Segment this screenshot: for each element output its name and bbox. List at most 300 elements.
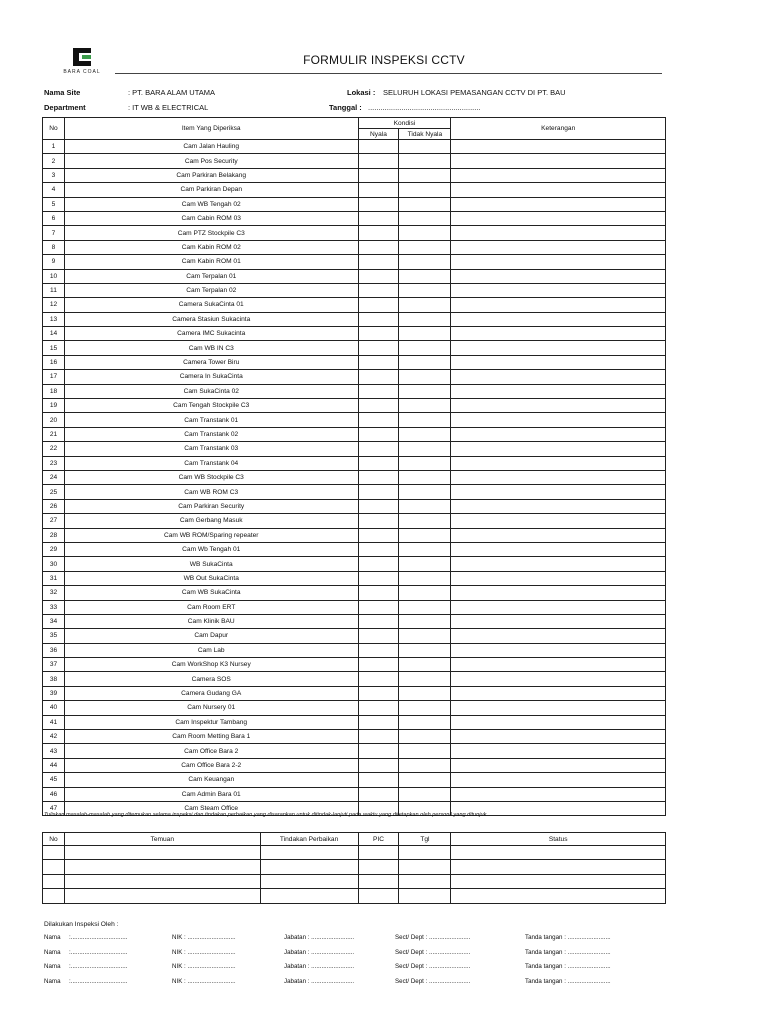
table-row (43, 384, 666, 398)
row-number: 7 (43, 226, 65, 240)
row-number: 4 (43, 183, 65, 197)
row-number: 2 (43, 154, 65, 168)
signature-nik-field[interactable]: NIK : ............................ (172, 963, 236, 970)
row-tidak-nyala-cell[interactable] (399, 542, 451, 556)
row-keterangan-cell[interactable] (451, 183, 666, 197)
row-number: 42 (43, 730, 65, 744)
row-tidak-nyala-cell[interactable] (399, 773, 451, 787)
row-tidak-nyala-cell[interactable] (399, 758, 451, 772)
findings-tindakan-cell[interactable] (260, 889, 358, 903)
col-header-keterangan: Keterangan (451, 118, 666, 140)
row-keterangan-cell[interactable] (451, 672, 666, 686)
row-item: Cam Admin Bara 01 (64, 787, 358, 801)
findings-row (43, 874, 666, 888)
row-item: Cam Cabin ROM 03 (64, 211, 358, 225)
row-keterangan-cell[interactable] (451, 730, 666, 744)
row-tidak-nyala-cell[interactable] (399, 312, 451, 326)
findings-tgl-cell[interactable] (399, 874, 451, 888)
findings-header-status: Status (451, 833, 666, 846)
table-row (43, 514, 666, 528)
row-number: 37 (43, 658, 65, 672)
row-keterangan-cell[interactable] (451, 758, 666, 772)
row-tidak-nyala-cell[interactable] (399, 370, 451, 384)
row-keterangan-cell[interactable] (451, 399, 666, 413)
table-row (43, 399, 666, 413)
table-row (43, 197, 666, 211)
table-row (43, 140, 666, 154)
row-tidak-nyala-cell[interactable] (399, 427, 451, 441)
row-keterangan-cell[interactable] (451, 600, 666, 614)
row-nyala-cell[interactable] (358, 485, 399, 499)
row-keterangan-cell[interactable] (451, 197, 666, 211)
table-row (43, 773, 666, 787)
row-item: Cam WB IN C3 (64, 341, 358, 355)
row-number: 45 (43, 773, 65, 787)
row-keterangan-cell[interactable] (451, 226, 666, 240)
row-keterangan-cell[interactable] (451, 255, 666, 269)
row-nyala-cell[interactable] (358, 773, 399, 787)
row-nyala-cell[interactable] (358, 427, 399, 441)
row-keterangan-cell[interactable] (451, 658, 666, 672)
row-tidak-nyala-cell[interactable] (399, 629, 451, 643)
row-nyala-cell[interactable] (358, 140, 399, 154)
table-row (43, 470, 666, 484)
table-row (43, 226, 666, 240)
row-tidak-nyala-cell[interactable] (399, 528, 451, 542)
row-nyala-cell[interactable] (358, 701, 399, 715)
row-nyala-cell[interactable] (358, 470, 399, 484)
row-nyala-cell[interactable] (358, 168, 399, 182)
findings-row (43, 860, 666, 874)
row-nyala-cell[interactable] (358, 715, 399, 729)
row-number: 27 (43, 514, 65, 528)
row-item: Cam Transtank 04 (64, 456, 358, 470)
row-keterangan-cell[interactable] (451, 571, 666, 585)
site-value: : PT. BARA ALAM UTAMA (128, 88, 215, 97)
table-row (43, 600, 666, 614)
findings-status-cell[interactable] (451, 860, 666, 874)
row-nyala-cell[interactable] (358, 312, 399, 326)
table-row (43, 298, 666, 312)
row-number: 19 (43, 399, 65, 413)
row-tidak-nyala-cell[interactable] (399, 514, 451, 528)
row-tidak-nyala-cell[interactable] (399, 658, 451, 672)
row-number: 24 (43, 470, 65, 484)
signature-nik-field[interactable]: NIK : ............................ (172, 977, 236, 985)
signature-sect-field[interactable]: Sect/ Dept : ........................ (395, 934, 471, 941)
signature-tanda-tangan-field[interactable]: Tanda tangan : ......................... (525, 934, 611, 941)
row-keterangan-cell[interactable] (451, 514, 666, 528)
row-keterangan-cell[interactable] (451, 629, 666, 643)
row-tidak-nyala-cell[interactable] (399, 413, 451, 427)
row-nyala-cell[interactable] (358, 341, 399, 355)
row-number: 32 (43, 586, 65, 600)
row-keterangan-cell[interactable] (451, 586, 666, 600)
signature-sect-field[interactable]: Sect/ Dept : ........................ (395, 977, 471, 985)
row-nyala-cell[interactable] (358, 327, 399, 341)
row-item: Cam Kabin ROM 01 (64, 255, 358, 269)
row-nyala-cell[interactable] (358, 730, 399, 744)
table-row (43, 787, 666, 801)
table-row (43, 283, 666, 297)
findings-pic-cell[interactable] (358, 846, 399, 860)
findings-status-cell[interactable] (451, 889, 666, 903)
row-item: Cam Parkiran Belakang (64, 168, 358, 182)
row-item: Cam Kabin ROM 02 (64, 240, 358, 254)
findings-pic-cell[interactable] (358, 889, 399, 903)
table-row (43, 643, 666, 657)
findings-header-pic: PIC (358, 833, 399, 846)
row-nyala-cell[interactable] (358, 370, 399, 384)
signature-row (44, 978, 684, 988)
row-nyala-cell[interactable] (358, 255, 399, 269)
signature-jabatan-field[interactable]: Jabatan : ......................... (284, 977, 355, 985)
col-header-no: No (43, 118, 65, 140)
row-number: 41 (43, 715, 65, 729)
row-nyala-cell[interactable] (358, 787, 399, 801)
row-nyala-cell[interactable] (358, 614, 399, 628)
findings-row (43, 846, 666, 860)
row-number: 28 (43, 528, 65, 542)
row-nyala-cell[interactable] (358, 643, 399, 657)
table-row (43, 701, 666, 715)
row-item: Cam PTZ Stockpile C3 (64, 226, 358, 240)
table-row (43, 341, 666, 355)
row-item: Cam Klinik BAU (64, 614, 358, 628)
row-keterangan-cell[interactable] (451, 327, 666, 341)
row-nyala-cell[interactable] (358, 226, 399, 240)
row-tidak-nyala-cell[interactable] (399, 470, 451, 484)
findings-no-cell[interactable] (43, 860, 65, 874)
logo-brand-text: BARA COAL (63, 69, 101, 75)
instruction-note: Tuliskan masalah-masalah yang ditemukan selama inspeksi dan tindakan perbaikan yang disarankan untuk ditindak-lanjuti pada waktu yang ditetapkan oleh personil yang ditunjuk (44, 812, 487, 818)
row-number: 47 (43, 801, 65, 815)
row-tidak-nyala-cell[interactable] (399, 730, 451, 744)
row-tidak-nyala-cell[interactable] (399, 499, 451, 513)
row-item: Camera Gudang GA (64, 686, 358, 700)
row-keterangan-cell[interactable] (451, 701, 666, 715)
row-item: Cam WB Stockpile C3 (64, 470, 358, 484)
signature-tanda-tangan-field[interactable]: Tanda tangan : ......................... (525, 963, 611, 970)
row-nyala-cell[interactable] (358, 298, 399, 312)
row-keterangan-cell[interactable] (451, 168, 666, 182)
form-title: FORMULIR INSPEKSI CCTV (303, 53, 465, 67)
row-tidak-nyala-cell[interactable] (399, 384, 451, 398)
row-nyala-cell[interactable] (358, 456, 399, 470)
row-number: 35 (43, 629, 65, 643)
row-number: 44 (43, 758, 65, 772)
row-number: 30 (43, 557, 65, 571)
findings-tgl-cell[interactable] (399, 860, 451, 874)
row-tidak-nyala-cell[interactable] (399, 701, 451, 715)
row-keterangan-cell[interactable] (451, 542, 666, 556)
row-keterangan-cell[interactable] (451, 240, 666, 254)
signature-jabatan-field[interactable]: Jabatan : ......................... (284, 934, 355, 941)
row-tidak-nyala-cell[interactable] (399, 355, 451, 369)
row-tidak-nyala-cell[interactable] (399, 456, 451, 470)
row-keterangan-cell[interactable] (451, 211, 666, 225)
row-keterangan-cell[interactable] (451, 442, 666, 456)
signature-jabatan-field[interactable]: Jabatan : ......................... (284, 963, 355, 970)
row-tidak-nyala-cell[interactable] (399, 672, 451, 686)
row-number: 16 (43, 355, 65, 369)
row-tidak-nyala-cell[interactable] (399, 341, 451, 355)
row-keterangan-cell[interactable] (451, 557, 666, 571)
table-row (43, 629, 666, 643)
row-tidak-nyala-cell[interactable] (399, 183, 451, 197)
findings-tgl-cell[interactable] (399, 889, 451, 903)
row-number: 1 (43, 140, 65, 154)
row-tidak-nyala-cell[interactable] (399, 600, 451, 614)
row-keterangan-cell[interactable] (451, 384, 666, 398)
row-number: 43 (43, 744, 65, 758)
row-nyala-cell[interactable] (358, 658, 399, 672)
row-item: Cam Parkiran Depan (64, 183, 358, 197)
row-number: 11 (43, 283, 65, 297)
table-row (43, 269, 666, 283)
row-nyala-cell[interactable] (358, 542, 399, 556)
lokasi-value: SELURUH LOKASI PEMASANGAN CCTV DI PT. BAU (383, 88, 566, 97)
findings-pic-cell[interactable] (358, 874, 399, 888)
findings-row (43, 889, 666, 903)
table-row (43, 211, 666, 225)
findings-pic-cell[interactable] (358, 860, 399, 874)
row-tidak-nyala-cell[interactable] (399, 571, 451, 585)
row-nyala-cell[interactable] (358, 154, 399, 168)
row-keterangan-cell[interactable] (451, 485, 666, 499)
row-number: 21 (43, 427, 65, 441)
row-nyala-cell[interactable] (358, 413, 399, 427)
row-keterangan-cell[interactable] (451, 427, 666, 441)
row-number: 38 (43, 672, 65, 686)
lokasi-label: Lokasi : (347, 88, 376, 97)
row-number: 34 (43, 614, 65, 628)
row-keterangan-cell[interactable] (451, 643, 666, 657)
row-tidak-nyala-cell[interactable] (399, 686, 451, 700)
table-row (43, 658, 666, 672)
row-tidak-nyala-cell[interactable] (399, 168, 451, 182)
row-nyala-cell[interactable] (358, 283, 399, 297)
row-item: Cam Pos Security (64, 154, 358, 168)
signature-nama-field[interactable]: :................................. (69, 963, 128, 970)
findings-temuan-cell[interactable] (64, 889, 260, 903)
row-item: Cam Office Bara 2-2 (64, 758, 358, 772)
row-keterangan-cell[interactable] (451, 154, 666, 168)
row-item: Cam WB ROM/Sparing repeater (64, 528, 358, 542)
row-nyala-cell[interactable] (358, 514, 399, 528)
row-nyala-cell[interactable] (358, 744, 399, 758)
row-item: Cam Room ERT (64, 600, 358, 614)
row-item: Cam Keuangan (64, 773, 358, 787)
row-number: 8 (43, 240, 65, 254)
table-row (43, 183, 666, 197)
table-row (43, 715, 666, 729)
row-tidak-nyala-cell[interactable] (399, 715, 451, 729)
findings-table (42, 832, 666, 904)
row-nyala-cell[interactable] (358, 758, 399, 772)
findings-no-cell[interactable] (43, 874, 65, 888)
signature-sect-field[interactable]: Sect/ Dept : ........................ (395, 963, 471, 970)
findings-temuan-cell[interactable] (64, 874, 260, 888)
row-tidak-nyala-cell[interactable] (399, 154, 451, 168)
findings-tindakan-cell[interactable] (260, 874, 358, 888)
row-item: Camera In SukaCinta (64, 370, 358, 384)
row-keterangan-cell[interactable] (451, 269, 666, 283)
row-item: Camera SOS (64, 672, 358, 686)
row-keterangan-cell[interactable] (451, 744, 666, 758)
findings-tindakan-cell[interactable] (260, 860, 358, 874)
table-row (43, 744, 666, 758)
row-nyala-cell[interactable] (358, 442, 399, 456)
row-tidak-nyala-cell[interactable] (399, 614, 451, 628)
signature-tanda-tangan-field[interactable]: Tanda tangan : ......................... (525, 948, 611, 956)
signature-tanda-tangan-field[interactable]: Tanda tangan : ......................... (525, 977, 611, 985)
row-item: Cam Dapur (64, 629, 358, 643)
row-keterangan-cell[interactable] (451, 413, 666, 427)
signature-row (44, 963, 684, 973)
table-row (43, 557, 666, 571)
row-nyala-cell[interactable] (358, 197, 399, 211)
findings-header-temuan: Temuan (64, 833, 260, 846)
findings-temuan-cell[interactable] (64, 846, 260, 860)
findings-no-cell[interactable] (43, 846, 65, 860)
row-item: Cam Parkiran Security (64, 499, 358, 513)
row-tidak-nyala-cell[interactable] (399, 442, 451, 456)
row-keterangan-cell[interactable] (451, 773, 666, 787)
row-tidak-nyala-cell[interactable] (399, 269, 451, 283)
row-item: Cam Transtank 02 (64, 427, 358, 441)
findings-status-cell[interactable] (451, 846, 666, 860)
table-row (43, 355, 666, 369)
row-number: 36 (43, 643, 65, 657)
row-nyala-cell[interactable] (358, 384, 399, 398)
row-tidak-nyala-cell[interactable] (399, 586, 451, 600)
department-value: : IT WB & ELECTRICAL (128, 103, 209, 112)
row-nyala-cell[interactable] (358, 183, 399, 197)
col-header-kondisi: Kondisi (358, 118, 451, 129)
row-nyala-cell[interactable] (358, 629, 399, 643)
findings-temuan-cell[interactable] (64, 860, 260, 874)
row-tidak-nyala-cell[interactable] (399, 327, 451, 341)
row-number: 10 (43, 269, 65, 283)
row-number: 12 (43, 298, 65, 312)
row-keterangan-cell[interactable] (451, 528, 666, 542)
row-item: WB Out SukaCinta (64, 571, 358, 585)
row-nyala-cell[interactable] (358, 528, 399, 542)
row-item: Cam Transtank 03 (64, 442, 358, 456)
row-keterangan-cell[interactable] (451, 140, 666, 154)
col-header-nyala: Nyala (358, 129, 399, 140)
row-keterangan-cell[interactable] (451, 470, 666, 484)
row-keterangan-cell[interactable] (451, 312, 666, 326)
row-keterangan-cell[interactable] (451, 298, 666, 312)
row-number: 39 (43, 686, 65, 700)
row-number: 9 (43, 255, 65, 269)
findings-tgl-cell[interactable] (399, 846, 451, 860)
row-item: Cam Steam Office (64, 801, 358, 815)
signature-nama-field[interactable]: :................................. (69, 948, 128, 956)
signature-nama-field[interactable]: :................................. (69, 977, 128, 985)
row-item: Cam Room Metting Bara 1 (64, 730, 358, 744)
findings-no-cell[interactable] (43, 889, 65, 903)
row-number: 29 (43, 542, 65, 556)
row-nyala-cell[interactable] (358, 557, 399, 571)
row-tidak-nyala-cell[interactable] (399, 399, 451, 413)
row-tidak-nyala-cell[interactable] (399, 643, 451, 657)
row-tidak-nyala-cell[interactable] (399, 255, 451, 269)
row-tidak-nyala-cell[interactable] (399, 298, 451, 312)
row-keterangan-cell[interactable] (451, 456, 666, 470)
row-item: Cam WorkShop K3 Nursey (64, 658, 358, 672)
signature-nama-field[interactable]: :................................. (69, 934, 128, 941)
table-row (43, 571, 666, 585)
table-row (43, 370, 666, 384)
signature-nik-field[interactable]: NIK : ............................ (172, 934, 236, 941)
row-nyala-cell[interactable] (358, 571, 399, 585)
row-keterangan-cell[interactable] (451, 370, 666, 384)
row-tidak-nyala-cell[interactable] (399, 787, 451, 801)
findings-tindakan-cell[interactable] (260, 846, 358, 860)
row-keterangan-cell[interactable] (451, 715, 666, 729)
row-keterangan-cell[interactable] (451, 341, 666, 355)
row-tidak-nyala-cell[interactable] (399, 744, 451, 758)
row-keterangan-cell[interactable] (451, 283, 666, 297)
table-row (43, 542, 666, 556)
row-tidak-nyala-cell[interactable] (399, 226, 451, 240)
row-nyala-cell[interactable] (358, 499, 399, 513)
row-keterangan-cell[interactable] (451, 499, 666, 513)
row-tidak-nyala-cell[interactable] (399, 485, 451, 499)
row-item: Cam Jalan Hauling (64, 140, 358, 154)
row-item: Camera Tower Biru (64, 355, 358, 369)
tanggal-value[interactable]: ...................................................... (368, 103, 481, 112)
row-tidak-nyala-cell[interactable] (399, 240, 451, 254)
row-nyala-cell[interactable] (358, 586, 399, 600)
signature-nik-field[interactable]: NIK : ............................ (172, 948, 236, 956)
row-nyala-cell[interactable] (358, 240, 399, 254)
row-tidak-nyala-cell[interactable] (399, 557, 451, 571)
row-keterangan-cell[interactable] (451, 787, 666, 801)
row-nyala-cell[interactable] (358, 211, 399, 225)
row-tidak-nyala-cell[interactable] (399, 283, 451, 297)
table-row (43, 528, 666, 542)
row-number: 18 (43, 384, 65, 398)
row-keterangan-cell[interactable] (451, 614, 666, 628)
row-tidak-nyala-cell[interactable] (399, 211, 451, 225)
signature-sect-field[interactable]: Sect/ Dept : ........................ (395, 948, 471, 956)
row-nyala-cell[interactable] (358, 686, 399, 700)
row-keterangan-cell[interactable] (451, 686, 666, 700)
row-number: 14 (43, 327, 65, 341)
findings-header-tindakan: Tindakan Perbaikan (260, 833, 358, 846)
table-row (43, 327, 666, 341)
row-tidak-nyala-cell[interactable] (399, 197, 451, 211)
row-keterangan-cell[interactable] (451, 355, 666, 369)
row-nyala-cell[interactable] (358, 600, 399, 614)
row-nyala-cell[interactable] (358, 269, 399, 283)
row-nyala-cell[interactable] (358, 355, 399, 369)
row-nyala-cell[interactable] (358, 399, 399, 413)
tanggal-label: Tanggal : (329, 103, 362, 112)
row-number: 23 (43, 456, 65, 470)
findings-status-cell[interactable] (451, 874, 666, 888)
row-item: WB SukaCinta (64, 557, 358, 571)
row-tidak-nyala-cell[interactable] (399, 140, 451, 154)
table-row (43, 240, 666, 254)
signature-jabatan-field[interactable]: Jabatan : ......................... (284, 948, 355, 956)
row-nyala-cell[interactable] (358, 672, 399, 686)
table-row (43, 413, 666, 427)
